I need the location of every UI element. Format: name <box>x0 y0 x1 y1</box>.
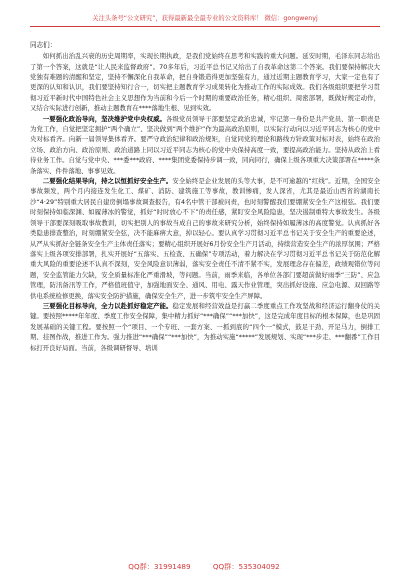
paragraph <box>30 176 380 301</box>
paragraph-text: 安全始终是企业发展的头等大事，是不可逾越的“红线”。近期，全国安全事故频发，两个月内接连发生化工、煤矿、消防、建筑施工等事故，教训惨痛，发人深省，尤其是最近山西省的湖南长沙“4·29”特别重大居民自建房倒塌事故调查报告，有4名中管干部被问责，也时刻警醒我们要绷紧安全生产这根弦。我们要时刻保持如临深渊、如履薄冰的警觉，抓好“时时放心不下”的责任感，紧盯安全风险隐患，坚决遏制重特大事故发生。各级领导干部要深刻吸取事故教训，切实把别人的事故当成自己的事故来研究分析，始终保持如履薄冰的高度警觉。认真抓好各类隐患排查整治，时刻绷紧安全弦，决不能麻痹大意，掉以轻心。要认真学习贯彻习近平总书记关于安全生产的重要论述，从严从实抓好全链条安全生产主体责任落实；要精心组织开展好6月份安全生产月活动，持续营造安全生产的浓厚氛围；严格落实上级各项安排部署，扎实开展好“五落实、五检查、五确保”专项活动，着力解决在学习贯彻习近平总书记关于防范化解重大风险的重要论述不认真不深刻，安全风险意识薄弱，落实安全责任不清不紧不实，发展理念存在偏差，政绩观错位等问题，安全监管能力欠缺，安全质量标准化严重滑坡，等问题。当前，雨季来临，各单位各部门要超前做好雨季“三防”、应急管理，防汛备汛等工作，严格值班值守，加强地面安全、通风、用电、露天作业管理，突出抓好设施、应急电源、双回路等供电系统检修更换，落实安全防护措施，确保安全生产，进一步筑牢安全生产屏障。 <box>30 177 380 300</box>
footer <box>0 560 408 574</box>
paragraph-heading: 三要强化目标导向，全力以赴抓好稳定产能。 <box>42 301 173 310</box>
paragraph-text: 稳定发展和经营效益是打赢二季度重点工作攻坚战和经济运行翻身仗的关键。要按照*****年年度、季度工作安全保障，集中精力抓好“***确保”“***加快”，这是完成年度目标的根本保障，也是巩固发展基础的关键工程。要按照一个“项目、一个专班、一套方案、一抓到底的“四个一”模式，鼓足干劲、开足马力，倒排工期、挂图作战，推进工作为。强力推进“***确保”“***加快”，为推动实施“*****”发展规划、实现“***步走、***翻番”工作目标打开良好局面。当前，各级调研督导、培训 <box>30 301 380 352</box>
paragraph-text: 各级党员领导干部要坚定政治忠诚，牢记第一身份是共产党员、第一职责是为党工作，自觉把坚定拥护“两个确立”、坚决做到“两个维护”作为最高政治原则，以实际行动向以习近平同志为核心的党中央对标看齐。向新一届领导集体看齐。要严守政治纪律和政治规矩，自觉同党的理论和路线方针政策对标对表，始终在政治立场、政治方向、政治原则、政治道路上同以习近平同志为核心的党中央保持高度一致，要提高政治能力。坚持从政治上看待业务工作。自觉与党中央、***委***政府、****集团党委保持步调一致，同向同行，确保上级各项重大决策部署在*****条条落实、件件落地、事事见效。 <box>30 114 380 175</box>
paragraph-heading: 一要强化政治导向，坚决维护党中央权威。 <box>42 114 167 123</box>
paragraph-heading: 二要强化结果导向，持之以恒抓好安全生产。 <box>42 177 173 186</box>
greeting: 同志们： <box>30 41 57 49</box>
top-banner: 关注头条号“公文研究”，获得最新最全最专业的公文资料库！ 微信：gongwenyj <box>30 12 380 27</box>
paragraph-text: 如何抓出治乱兴衰的历史周期率，实现长期执政，是我们党始终在思考和实践的重大问题。延安时期，毛泽东同志给出了第一个答案，这就是“让人民来监督政府”。70多年后，习近平总书记又给出了自我革命这第二个答案。我们要保持解决大党独有难题的清醒和坚定，坚持不懈深化自我革命，把自身锻造得更加坚强有力，通过近期主题教育学习，大家一定也有了更深的认知和认识，我们要坚持知行合一，切实把主题教育学习成果转化为推动工作的实际成效。我们各级组织要把学习贯彻习近平新时代中国特色社会主义思想作为当前和今后一个时期的重要政治任务，精心组织、周密部署，既做好规定动作，又结合实际进行创新，推动主题教育在****落地生根、见到实效。 <box>30 52 380 113</box>
paragraph <box>30 51 380 113</box>
qq-group-1: QQ群：31991489 <box>128 562 191 571</box>
paragraph <box>30 301 380 353</box>
paragraph <box>30 114 380 176</box>
document-body <box>30 40 380 545</box>
qq-group-2: QQ群：535304092 <box>212 562 280 571</box>
